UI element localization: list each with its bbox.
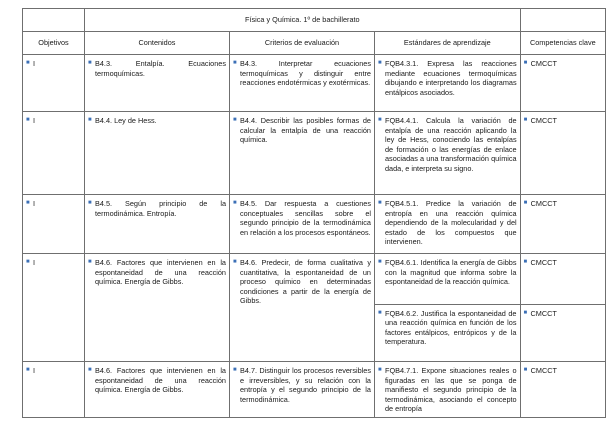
bullet-icon: ■ [233, 259, 237, 265]
objetivo-cell: I [33, 116, 36, 125]
header-estandares: Estándares de aprendizaje [375, 32, 521, 55]
bullet-icon: ■ [523, 60, 528, 66]
competencia-cell: CMCCT [530, 366, 557, 375]
criterio-cell: B4.3. Interpretar ecuaciones termoquímicas y distinguir entre reacciones endotérmicas y exotérmicas. [240, 59, 371, 88]
competencia-cell: CMCCT [530, 59, 557, 68]
header-objetivos: Objetivos [23, 32, 85, 55]
contenido-cell: B4.5. Según principio de la termodinámica. Entropía. [95, 199, 226, 218]
competencia-cell: CMCCT [530, 258, 557, 267]
bullet-icon: ■ [88, 259, 92, 265]
table-row [23, 55, 606, 112]
estandar-cell: FQB4.6.1. Identifica la energía de Gibbs con la magnitud que informa sobre la espontaneidad de la reacción química. [385, 258, 517, 287]
table-title: Física y Química. 1º de bachillerato [85, 9, 521, 32]
contenido-cell: B4.3. Entalpía. Ecuaciones termoquímicas. [95, 59, 226, 78]
bullet-icon: ■ [26, 117, 30, 123]
bullet-icon: ■ [26, 200, 30, 206]
bullet-icon: ■ [378, 309, 382, 316]
table-row [23, 195, 606, 254]
bullet-icon: ■ [523, 367, 528, 373]
bullet-icon: ■ [88, 60, 92, 66]
bullet-icon: ■ [26, 367, 30, 373]
header-criterios: Criterios de evaluación [230, 32, 375, 55]
bullet-icon: ■ [26, 60, 30, 66]
bullet-icon: ■ [378, 367, 382, 373]
criterio-cell: B4.6. Predecir, de forma cualitativa y cuantitativa, la espontaneidad de un proceso químico en determinadas condiciones a partir de la energía de Gibbs. [240, 258, 371, 306]
objetivo-cell: I [33, 366, 36, 375]
estandar-cell: FQB4.6.2. Justifica la espontaneidad de una reacción química en función de los factores entálpicos, entrópicos y de la temperatura. [385, 308, 517, 347]
contenido-cell: B4.6. Factores que intervienen en la espontaneidad de una reacción química. Energía de Gibbs. [95, 366, 226, 395]
bullet-icon: ■ [233, 60, 237, 66]
bullet-icon: ■ [88, 367, 92, 373]
estandar-cell: FQB4.3.1. Expresa las reacciones mediante ecuaciones termoquímicas dibujando e interpretando los diagramas entálpicos asociados. [385, 59, 517, 97]
header-contenidos: Contenidos [85, 32, 230, 55]
criterio-cell: B4.7. Distinguir los procesos reversibles e irreversibles, y su relación con la entropía y el segundo principio de la termodinámica. [240, 366, 371, 404]
bullet-icon: ■ [233, 117, 237, 123]
objetivo-cell: I [33, 258, 36, 267]
estandar-cell: FQB4.5.1. Predice la variación de entropía en una reacción química dependiendo de la molecularidad y del estado de los compuestos que intervienen. [385, 199, 517, 247]
objetivo-cell: I [33, 59, 36, 68]
bullet-icon: ■ [233, 367, 237, 373]
criterio-cell: B4.4. Describir las posibles formas de calcular la entalpía de una reacción química. [240, 116, 371, 145]
bullet-icon: ■ [233, 200, 237, 206]
curriculum-table [22, 8, 606, 418]
bullet-icon: ■ [378, 200, 382, 206]
bullet-icon: ■ [523, 200, 528, 206]
table-row [23, 362, 606, 418]
competencia-cell: CMCCT [530, 308, 557, 318]
estandares-subtable [375, 254, 605, 361]
bullet-icon: ■ [523, 309, 528, 316]
estandar-cell: FQB4.7.1. Expone situaciones reales o figuradas en las que se ponga de manifiesto el segundo principio de la termodinámica, asociando el concepto de entropía [385, 366, 517, 414]
bullet-icon: ■ [88, 200, 92, 206]
bullet-icon: ■ [523, 117, 528, 123]
header-competencias: Competencias clave [520, 32, 605, 55]
bullet-icon: ■ [378, 60, 382, 66]
contenido-cell: B4.4. Ley de Hess. [95, 116, 157, 125]
table-row [23, 254, 606, 362]
bullet-icon: ■ [88, 117, 92, 123]
competencia-cell: CMCCT [530, 116, 557, 125]
estandar-cell: FQB4.4.1. Calcula la variación de entalpía de una reacción aplicando la ley de Hess, conociendo las entalpías de formación o las energías de enlace asociadas a una transformación química dada, e interpreta su signo. [385, 116, 517, 173]
bullet-icon: ■ [378, 259, 382, 265]
contenido-cell: B4.6. Factores que intervienen en la espontaneidad de una reacción química. Energía de Gibbs. [95, 258, 226, 287]
bullet-icon: ■ [378, 117, 382, 123]
corner-cell [23, 9, 85, 32]
competencia-cell: CMCCT [530, 199, 557, 208]
objetivo-cell: I [33, 199, 36, 208]
bullet-icon: ■ [26, 259, 30, 265]
criterio-cell: B4.5. Dar respuesta a cuestiones conceptuales sencillas sobre el segundo principio de la termodinámica en relación a los procesos espontáneos. [240, 199, 371, 237]
bullet-icon: ■ [523, 259, 528, 265]
corner-cell-right [520, 9, 605, 32]
table-row [23, 112, 606, 195]
